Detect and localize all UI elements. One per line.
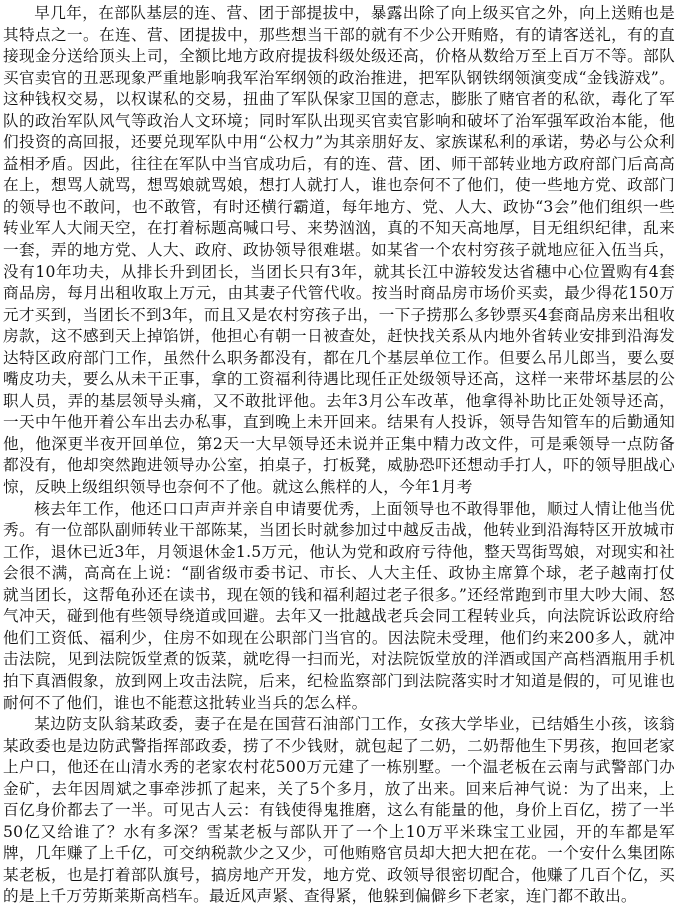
article-body [3, 3, 675, 908]
paragraph-3: 某边防支队翁某政委，妻子在是在国营石油部门工作，女孩大学毕业，已结婚生小孩，该翁某政委也是边防武警指挥部政委，捞了不少钱财，就包起了二奶，二奶帮他生下男孩，抱回老家上户口，他还在山清水秀的老家农村花500万元建了一栋别墅。一个温老板在云南与武警部门办金矿，去年因周斌之事牵涉抓了起来，关了5个多月，放了出来。回来后神气说：为了出来，上百亿身价都去了一半。可见古人云：有钱使得鬼推磨，这么有能量的他，身价上百亿，捞了一半50亿又给谁了？水有多深？雪某老板与部队开了一个上10万平米珠宝工业园，开的车都是军牌，几年赚了上千亿，可交纳税款少之又少，可他贿赂官员却大把大把在花。一个安什么集团陈某老板，也是打着部队旗号，搞房地产开发，地方党、政领导很密切配合，他赚了几百个亿，买的是上千万劳斯莱斯高档车。最近风声紧、查得紧，他躲到偏僻乡下老家，连门都不敢出。 [3, 715, 675, 906]
paragraph-1: 早几年，在部队基层的连、营、团于部提拔中，暴露出除了向上级买官之外，向上送贿也是其特点之一。在连、营、团提拔中，那些想当干部的就有不少公开贿赂，有的请客送礼，有的直接现金分送给顶头上司，全额比地方政府提拔科级处级还高，价格从数给万至上百万不等。部队买官卖官的丑恶现象严重地影响我军治军纲领的政治推进，把军队钢铁纲领演变成“金钱游戏”。这种钱权交易，以权谋私的交易，扭曲了军队保家卫国的意志，膨胀了赌官者的私欲，毒化了军队的政治军队风气等政治人文环境；同时军队出现买官卖官影响和破坏了治军强军政治本能，他们投资的高回报，还要兑现军队中用“公权力”为其亲朋好友、家族谋私利的承诺，势必与公众利益相矛盾。因此，往往在军队中当官成功后，有的连、营、团、师干部转业地方政府部门后高高在上，想骂人就骂，想骂娘就骂娘，想打人就打人，谁也奈何不了他们，使一些地方党、政部门的领导也不敢问，也不敢管，有时还横行霸道，每年地方、党、人大、政协“3会”他们组织一些转业军人大闹天空，在打着标题高喊口号、来势汹汹，真的不知天高地厚，目无组织纪律，乱来一套，弄的地方党、人大、政府、政协领导很难堪。如某省一个农村穷孩子就地应征入伍当兵，没有10年功夫，从排长升到团长，当团长只有3年，就其长江中游较发达省穗中心位置购有4套商品房，每月出租收取上万元，由其妻子代管代收。按当时商品房市场价买卖，最少得花150万元才买到，当团长不到3年，而且又是农村穷孩子出，一下子捞那么多钞票买4套商品房来出租收房款，这不感到天上掉馅饼，他担心有朝一日被查处，赶快找关系从内地外省转业安排到沿海发达特区政府部门工作，虽然什么职务都没有，都在几个基层单位工作。但要么吊儿郎当，要么耍嘴皮功夫，要么从未干正事，拿的工资福利待遇比现任正处级领导还高，这样一来带坏基层的公职人员，弄的基层领导头痛，又不敢批评他。去年3月公车改革，他拿得补助比正处领导还高，一天中午他开着公车出去办私事，直到晚上未开回来。结果有人投诉，领导告知管车的后勤通知他，他深更半夜开回单位，第2天一大早领导还未说并正集中精力改文件，可是乘领导一点防备都没有，他却突然跑进领导办公室，拍桌子，打板凳，威胁恐吓还想动手打人，吓的领导胆战心惊，反映上级组织领导也奈何不了他。就这么熊样的人，今年1月考 [3, 4, 675, 497]
paragraph-2: 核去年工作，他还口口声声并亲自申请要优秀，上面领导也不敢得罪他，顺过人情让他当优秀。有一位部队副师转业干部陈某，当团长时就参加过中越反击战，他转业到沿海特区开放城市工作，退休已近3年，月领退休金1.5万元，他认为党和政府亏待他，整天骂街骂娘，对现实和社会很不满，高高在上说：“副省级市委书记、市长、人大主任、政协主席算个球，老子越南打仗就当团长，这帮龟孙还在读书，现在领的钱和福利超过老子很多。”还经常跑到市里大吵大闹、怒气冲天，碰到他有些领导绕道或回避。去年又一批越战老兵会同工程转业兵，向法院诉讼政府给他们工资低、福利少，住房不如现在公职部门当官的。因法院未受理，他们约来200多人，就冲击法院，见到法院饭堂煮的饭菜，就吃得一扫而光，对法院饭堂放的洋酒或国产高档酒瓶用手机拍下真酒假象，放到网上攻击法院，后来，纪检监察部门到法院落实时才知道是假的，可见谁也耐何不了他们，谁也不能惹这批转业当兵的怎么样。 [3, 499, 675, 712]
